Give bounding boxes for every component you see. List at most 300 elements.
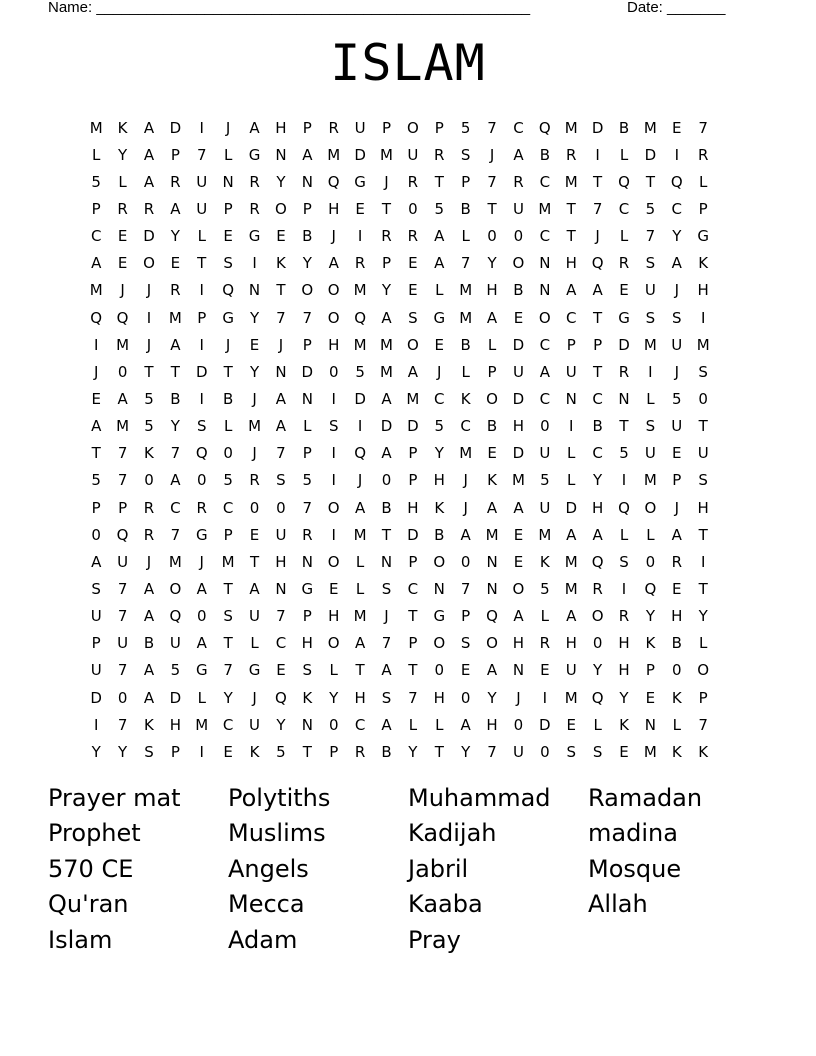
- grid-letter[interactable]: I: [199, 335, 204, 354]
- grid-letter[interactable]: H: [565, 634, 577, 653]
- grid-letter[interactable]: Y: [91, 742, 101, 761]
- word-search-grid[interactable]: [83, 114, 716, 765]
- grid-letter[interactable]: H: [486, 281, 498, 300]
- grid-letter[interactable]: L: [593, 715, 602, 734]
- grid-letter[interactable]: M: [116, 417, 130, 436]
- grid-letter[interactable]: J: [674, 362, 679, 381]
- grid-letter[interactable]: C: [275, 634, 287, 653]
- grid-letter[interactable]: K: [302, 688, 313, 707]
- grid-letter[interactable]: Q: [618, 498, 630, 517]
- grid-letter[interactable]: S: [592, 742, 603, 761]
- grid-letter[interactable]: H: [697, 281, 709, 300]
- grid-letter[interactable]: I: [331, 444, 336, 463]
- grid-letter[interactable]: Y: [276, 172, 286, 191]
- grid-letter[interactable]: O: [275, 199, 287, 218]
- grid-letter[interactable]: J: [437, 362, 442, 381]
- grid-letter[interactable]: N: [486, 579, 498, 598]
- grid-letter[interactable]: S: [276, 471, 286, 490]
- grid-letter[interactable]: 5: [91, 471, 101, 490]
- grid-letter[interactable]: U: [512, 742, 524, 761]
- grid-letter[interactable]: M: [168, 552, 182, 571]
- grid-letter[interactable]: T: [434, 742, 444, 761]
- grid-letter[interactable]: D: [354, 145, 366, 164]
- grid-letter[interactable]: 5: [672, 389, 682, 408]
- grid-letter[interactable]: N: [301, 172, 313, 191]
- grid-letter[interactable]: 7: [645, 227, 656, 246]
- grid-letter[interactable]: 7: [117, 715, 128, 734]
- grid-letter[interactable]: M: [696, 335, 710, 354]
- grid-letter[interactable]: A: [539, 362, 550, 381]
- grid-letter[interactable]: D: [143, 227, 155, 246]
- grid-letter[interactable]: 5: [91, 172, 101, 191]
- grid-letter[interactable]: L: [223, 145, 233, 164]
- grid-letter[interactable]: J: [225, 118, 231, 137]
- grid-letter[interactable]: C: [513, 118, 524, 137]
- grid-letter[interactable]: C: [592, 389, 603, 408]
- grid-letter[interactable]: G: [248, 661, 261, 680]
- grid-letter[interactable]: U: [539, 498, 551, 517]
- grid-letter[interactable]: O: [327, 308, 340, 327]
- grid-letter[interactable]: E: [91, 389, 101, 408]
- grid-letter[interactable]: A: [302, 145, 313, 164]
- grid-letter[interactable]: N: [618, 389, 630, 408]
- grid-letter[interactable]: Q: [591, 552, 604, 571]
- grid-letter[interactable]: P: [461, 172, 471, 191]
- grid-letter[interactable]: 0: [196, 607, 207, 626]
- grid-letter[interactable]: C: [407, 579, 419, 598]
- grid-letter[interactable]: 7: [698, 118, 708, 137]
- grid-letter[interactable]: S: [698, 362, 708, 381]
- grid-letter[interactable]: L: [355, 579, 365, 598]
- grid-letter[interactable]: P: [566, 335, 576, 354]
- grid-letter[interactable]: M: [564, 552, 578, 571]
- grid-letter[interactable]: U: [671, 417, 683, 436]
- grid-letter[interactable]: K: [434, 498, 445, 517]
- grid-letter[interactable]: H: [275, 118, 287, 137]
- grid-letter[interactable]: A: [566, 281, 577, 300]
- grid-letter[interactable]: Y: [249, 308, 260, 327]
- grid-letter[interactable]: R: [196, 498, 207, 517]
- grid-letter[interactable]: A: [249, 579, 260, 598]
- grid-letter[interactable]: 7: [276, 444, 286, 463]
- grid-letter[interactable]: E: [434, 335, 445, 354]
- grid-letter[interactable]: S: [196, 417, 207, 436]
- grid-letter[interactable]: B: [486, 417, 498, 436]
- grid-letter[interactable]: O: [406, 118, 419, 137]
- grid-letter[interactable]: H: [697, 498, 709, 517]
- grid-letter[interactable]: I: [252, 254, 257, 273]
- grid-letter[interactable]: O: [327, 552, 340, 571]
- grid-letter[interactable]: D: [565, 498, 577, 517]
- grid-letter[interactable]: S: [328, 417, 339, 436]
- grid-letter[interactable]: 0: [540, 417, 550, 436]
- grid-letter[interactable]: 0: [381, 471, 392, 490]
- grid-letter[interactable]: A: [381, 661, 392, 680]
- grid-letter[interactable]: A: [486, 498, 498, 517]
- grid-letter[interactable]: 0: [117, 362, 128, 381]
- grid-letter[interactable]: U: [512, 362, 524, 381]
- grid-letter[interactable]: K: [619, 715, 629, 734]
- grid-letter[interactable]: T: [381, 199, 392, 218]
- grid-letter[interactable]: P: [170, 742, 180, 761]
- grid-letter[interactable]: K: [144, 444, 154, 463]
- grid-letter[interactable]: A: [486, 308, 498, 327]
- grid-letter[interactable]: H: [407, 498, 419, 517]
- grid-letter[interactable]: G: [354, 172, 366, 191]
- grid-letter[interactable]: K: [144, 715, 154, 734]
- grid-letter[interactable]: A: [196, 634, 207, 653]
- grid-letter[interactable]: A: [486, 661, 498, 680]
- grid-letter[interactable]: D: [301, 362, 314, 381]
- grid-letter[interactable]: 7: [170, 444, 181, 463]
- grid-letter[interactable]: G: [248, 145, 261, 164]
- grid-letter[interactable]: A: [381, 715, 392, 734]
- grid-letter[interactable]: T: [223, 634, 233, 653]
- grid-letter[interactable]: L: [646, 389, 655, 408]
- grid-letter[interactable]: U: [117, 552, 129, 571]
- grid-letter[interactable]: I: [595, 145, 600, 164]
- grid-letter[interactable]: R: [407, 227, 419, 246]
- grid-letter[interactable]: E: [619, 281, 629, 300]
- grid-letter[interactable]: I: [331, 389, 336, 408]
- grid-letter[interactable]: L: [118, 172, 127, 191]
- grid-letter[interactable]: R: [434, 145, 445, 164]
- grid-letter[interactable]: E: [566, 715, 576, 734]
- grid-letter[interactable]: Y: [434, 444, 444, 463]
- grid-letter[interactable]: R: [407, 172, 419, 191]
- grid-letter[interactable]: 0: [144, 471, 154, 490]
- grid-letter[interactable]: 7: [276, 308, 286, 327]
- grid-letter[interactable]: A: [381, 308, 392, 327]
- grid-letter[interactable]: I: [674, 145, 679, 164]
- grid-letter[interactable]: A: [328, 254, 339, 273]
- grid-letter[interactable]: L: [567, 471, 576, 490]
- grid-letter[interactable]: E: [117, 227, 128, 246]
- grid-letter[interactable]: H: [512, 634, 525, 653]
- grid-letter[interactable]: D: [407, 417, 419, 436]
- grid-letter[interactable]: Y: [223, 688, 233, 707]
- grid-letter[interactable]: A: [407, 362, 419, 381]
- grid-letter[interactable]: A: [143, 688, 155, 707]
- grid-letter[interactable]: O: [697, 661, 710, 680]
- grid-letter[interactable]: T: [408, 661, 418, 680]
- grid-letter[interactable]: P: [698, 199, 708, 218]
- grid-letter[interactable]: J: [516, 688, 521, 707]
- grid-letter[interactable]: 5: [460, 118, 471, 137]
- grid-letter[interactable]: B: [592, 417, 603, 436]
- grid-letter[interactable]: A: [196, 579, 207, 598]
- grid-letter[interactable]: I: [700, 552, 706, 571]
- grid-letter[interactable]: I: [648, 362, 653, 381]
- grid-letter[interactable]: J: [384, 172, 389, 191]
- grid-letter[interactable]: P: [302, 335, 312, 354]
- grid-letter[interactable]: U: [512, 199, 524, 218]
- grid-letter[interactable]: J: [93, 362, 99, 381]
- grid-letter[interactable]: L: [303, 417, 312, 436]
- grid-letter[interactable]: Q: [90, 308, 103, 327]
- grid-letter[interactable]: Y: [170, 227, 180, 246]
- grid-letter[interactable]: 7: [302, 498, 313, 517]
- grid-letter[interactable]: E: [328, 579, 339, 598]
- grid-letter[interactable]: M: [221, 552, 235, 571]
- grid-letter[interactable]: J: [252, 444, 257, 463]
- grid-letter[interactable]: G: [697, 227, 709, 246]
- grid-letter[interactable]: M: [380, 362, 393, 381]
- grid-letter[interactable]: R: [671, 552, 682, 571]
- grid-letter[interactable]: J: [146, 281, 152, 300]
- grid-letter[interactable]: H: [328, 335, 340, 354]
- grid-letter[interactable]: J: [463, 471, 468, 490]
- grid-letter[interactable]: K: [671, 688, 682, 707]
- grid-letter[interactable]: E: [355, 199, 365, 218]
- grid-letter[interactable]: E: [170, 254, 181, 273]
- grid-letter[interactable]: G: [433, 308, 446, 327]
- grid-letter[interactable]: N: [539, 281, 551, 300]
- grid-letter[interactable]: A: [460, 525, 471, 544]
- grid-letter[interactable]: S: [91, 579, 101, 598]
- grid-letter[interactable]: C: [170, 498, 181, 517]
- grid-letter[interactable]: O: [327, 281, 340, 300]
- grid-letter[interactable]: U: [539, 444, 551, 463]
- grid-letter[interactable]: A: [170, 335, 181, 354]
- grid-letter[interactable]: D: [512, 335, 525, 354]
- grid-letter[interactable]: R: [381, 227, 392, 246]
- grid-letter[interactable]: 0: [513, 715, 524, 734]
- grid-letter[interactable]: M: [353, 607, 367, 626]
- grid-letter[interactable]: 7: [487, 172, 497, 191]
- grid-letter[interactable]: M: [459, 444, 473, 463]
- grid-letter[interactable]: A: [566, 607, 577, 626]
- grid-letter[interactable]: M: [643, 335, 657, 354]
- grid-letter[interactable]: 7: [196, 145, 207, 164]
- name-field[interactable]: Name: ____________________________________________________: [48, 0, 531, 16]
- grid-letter[interactable]: A: [143, 607, 155, 626]
- grid-letter[interactable]: A: [592, 281, 603, 300]
- grid-letter[interactable]: R: [618, 362, 630, 381]
- grid-letter[interactable]: L: [699, 634, 708, 653]
- grid-letter[interactable]: D: [169, 118, 182, 137]
- grid-letter[interactable]: K: [698, 742, 709, 761]
- grid-letter[interactable]: C: [354, 715, 366, 734]
- grid-letter[interactable]: P: [408, 471, 418, 490]
- grid-letter[interactable]: P: [408, 444, 418, 463]
- grid-letter[interactable]: P: [197, 308, 207, 327]
- grid-letter[interactable]: L: [461, 227, 470, 246]
- grid-letter[interactable]: J: [595, 227, 600, 246]
- grid-letter[interactable]: N: [644, 715, 657, 734]
- grid-letter[interactable]: C: [539, 389, 551, 408]
- grid-letter[interactable]: E: [408, 254, 418, 273]
- grid-letter[interactable]: A: [143, 172, 155, 191]
- grid-letter[interactable]: H: [433, 688, 445, 707]
- grid-letter[interactable]: N: [486, 552, 498, 571]
- grid-letter[interactable]: E: [645, 688, 656, 707]
- grid-letter[interactable]: O: [433, 634, 446, 653]
- grid-letter[interactable]: L: [408, 715, 418, 734]
- grid-letter[interactable]: I: [357, 227, 363, 246]
- grid-letter[interactable]: B: [381, 742, 392, 761]
- grid-letter[interactable]: E: [276, 661, 286, 680]
- grid-letter[interactable]: J: [252, 688, 257, 707]
- grid-letter[interactable]: R: [592, 579, 603, 598]
- grid-letter[interactable]: R: [354, 254, 366, 273]
- grid-letter[interactable]: Y: [276, 715, 286, 734]
- grid-letter[interactable]: K: [276, 254, 286, 273]
- grid-letter[interactable]: A: [91, 417, 102, 436]
- grid-letter[interactable]: Q: [195, 444, 208, 463]
- grid-letter[interactable]: R: [354, 742, 366, 761]
- grid-letter[interactable]: 0: [487, 227, 497, 246]
- grid-letter[interactable]: A: [170, 471, 181, 490]
- grid-letter[interactable]: A: [434, 227, 445, 246]
- grid-letter[interactable]: K: [487, 471, 497, 490]
- grid-letter[interactable]: M: [511, 471, 525, 490]
- grid-letter[interactable]: 7: [460, 579, 471, 598]
- grid-letter[interactable]: E: [540, 661, 550, 680]
- grid-letter[interactable]: Q: [275, 688, 287, 707]
- grid-letter[interactable]: N: [301, 552, 313, 571]
- grid-letter[interactable]: Y: [487, 688, 497, 707]
- grid-letter[interactable]: H: [618, 661, 630, 680]
- grid-letter[interactable]: M: [643, 471, 657, 490]
- grid-letter[interactable]: N: [565, 389, 577, 408]
- grid-letter[interactable]: S: [381, 688, 392, 707]
- grid-letter[interactable]: R: [618, 607, 630, 626]
- grid-letter[interactable]: S: [645, 254, 656, 273]
- grid-letter[interactable]: U: [565, 661, 577, 680]
- grid-letter[interactable]: U: [90, 607, 102, 626]
- grid-letter[interactable]: P: [593, 335, 603, 354]
- grid-letter[interactable]: P: [329, 742, 339, 761]
- grid-letter[interactable]: K: [539, 552, 550, 571]
- grid-letter[interactable]: U: [644, 281, 656, 300]
- grid-letter[interactable]: R: [539, 634, 551, 653]
- grid-letter[interactable]: T: [223, 362, 233, 381]
- grid-letter[interactable]: H: [671, 607, 683, 626]
- grid-letter[interactable]: C: [222, 715, 234, 734]
- grid-letter[interactable]: H: [565, 254, 577, 273]
- grid-letter[interactable]: C: [539, 227, 551, 246]
- grid-letter[interactable]: 7: [302, 308, 313, 327]
- grid-letter[interactable]: 0: [196, 471, 207, 490]
- grid-letter[interactable]: Y: [381, 281, 392, 300]
- grid-letter[interactable]: T: [566, 227, 576, 246]
- grid-letter[interactable]: H: [433, 471, 445, 490]
- grid-letter[interactable]: 0: [698, 389, 708, 408]
- grid-letter[interactable]: A: [170, 199, 181, 218]
- grid-letter[interactable]: T: [619, 417, 629, 436]
- grid-letter[interactable]: M: [353, 281, 367, 300]
- grid-letter[interactable]: 5: [645, 199, 656, 218]
- grid-letter[interactable]: O: [591, 607, 604, 626]
- grid-letter[interactable]: H: [275, 552, 287, 571]
- grid-letter[interactable]: Y: [118, 145, 128, 164]
- grid-letter[interactable]: U: [407, 145, 419, 164]
- grid-letter[interactable]: S: [645, 308, 656, 327]
- grid-letter[interactable]: L: [672, 715, 681, 734]
- grid-letter[interactable]: M: [564, 579, 578, 598]
- grid-letter[interactable]: 7: [117, 607, 128, 626]
- grid-letter[interactable]: Q: [116, 308, 129, 327]
- grid-letter[interactable]: J: [146, 552, 152, 571]
- grid-letter[interactable]: J: [384, 607, 389, 626]
- grid-letter[interactable]: L: [461, 362, 470, 381]
- grid-letter[interactable]: T: [698, 579, 708, 598]
- grid-letter[interactable]: B: [618, 118, 630, 137]
- grid-letter[interactable]: 0: [645, 552, 656, 571]
- grid-letter[interactable]: J: [199, 552, 204, 571]
- grid-letter[interactable]: M: [353, 525, 367, 544]
- grid-letter[interactable]: J: [252, 389, 257, 408]
- grid-letter[interactable]: 7: [117, 444, 128, 463]
- grid-letter[interactable]: I: [569, 417, 574, 436]
- grid-letter[interactable]: T: [566, 199, 576, 218]
- grid-letter[interactable]: J: [463, 498, 468, 517]
- grid-letter[interactable]: R: [618, 254, 630, 273]
- grid-letter[interactable]: A: [671, 525, 682, 544]
- grid-letter[interactable]: Y: [672, 227, 682, 246]
- grid-letter[interactable]: E: [513, 552, 524, 571]
- grid-letter[interactable]: E: [223, 227, 233, 246]
- date-field[interactable]: Date: _______: [627, 0, 726, 16]
- grid-letter[interactable]: M: [538, 525, 552, 544]
- grid-letter[interactable]: I: [357, 417, 363, 436]
- grid-letter[interactable]: B: [671, 634, 682, 653]
- grid-letter[interactable]: T: [302, 742, 312, 761]
- grid-letter[interactable]: P: [408, 634, 418, 653]
- grid-letter[interactable]: C: [592, 444, 603, 463]
- grid-letter[interactable]: Q: [222, 281, 235, 300]
- grid-letter[interactable]: Y: [487, 254, 497, 273]
- grid-letter[interactable]: R: [170, 172, 181, 191]
- grid-letter[interactable]: A: [513, 607, 524, 626]
- grid-letter[interactable]: 7: [276, 607, 286, 626]
- grid-letter[interactable]: L: [540, 607, 550, 626]
- grid-letter[interactable]: I: [93, 335, 99, 354]
- grid-letter[interactable]: C: [539, 335, 551, 354]
- grid-letter[interactable]: Y: [619, 688, 629, 707]
- grid-letter[interactable]: 7: [592, 199, 603, 218]
- grid-letter[interactable]: L: [250, 634, 259, 653]
- grid-letter[interactable]: 5: [144, 417, 154, 436]
- grid-letter[interactable]: M: [459, 308, 473, 327]
- grid-letter[interactable]: U: [565, 362, 577, 381]
- grid-letter[interactable]: H: [486, 715, 498, 734]
- grid-letter[interactable]: R: [143, 498, 155, 517]
- grid-letter[interactable]: N: [512, 661, 525, 680]
- grid-letter[interactable]: N: [539, 254, 551, 273]
- grid-letter[interactable]: M: [116, 335, 130, 354]
- grid-letter[interactable]: 5: [223, 471, 233, 490]
- grid-letter[interactable]: M: [327, 145, 341, 164]
- grid-letter[interactable]: A: [381, 444, 392, 463]
- grid-letter[interactable]: 7: [698, 715, 708, 734]
- grid-letter[interactable]: T: [408, 607, 418, 626]
- grid-letter[interactable]: L: [355, 552, 365, 571]
- grid-letter[interactable]: P: [381, 254, 392, 273]
- grid-letter[interactable]: M: [89, 118, 103, 137]
- grid-letter[interactable]: I: [331, 471, 336, 490]
- grid-letter[interactable]: J: [120, 281, 125, 300]
- grid-letter[interactable]: O: [486, 634, 498, 653]
- grid-letter[interactable]: E: [619, 742, 629, 761]
- grid-letter[interactable]: B: [170, 389, 181, 408]
- grid-letter[interactable]: P: [302, 444, 312, 463]
- grid-letter[interactable]: D: [90, 688, 102, 707]
- grid-letter[interactable]: E: [249, 335, 260, 354]
- grid-letter[interactable]: A: [117, 389, 128, 408]
- grid-letter[interactable]: N: [301, 389, 313, 408]
